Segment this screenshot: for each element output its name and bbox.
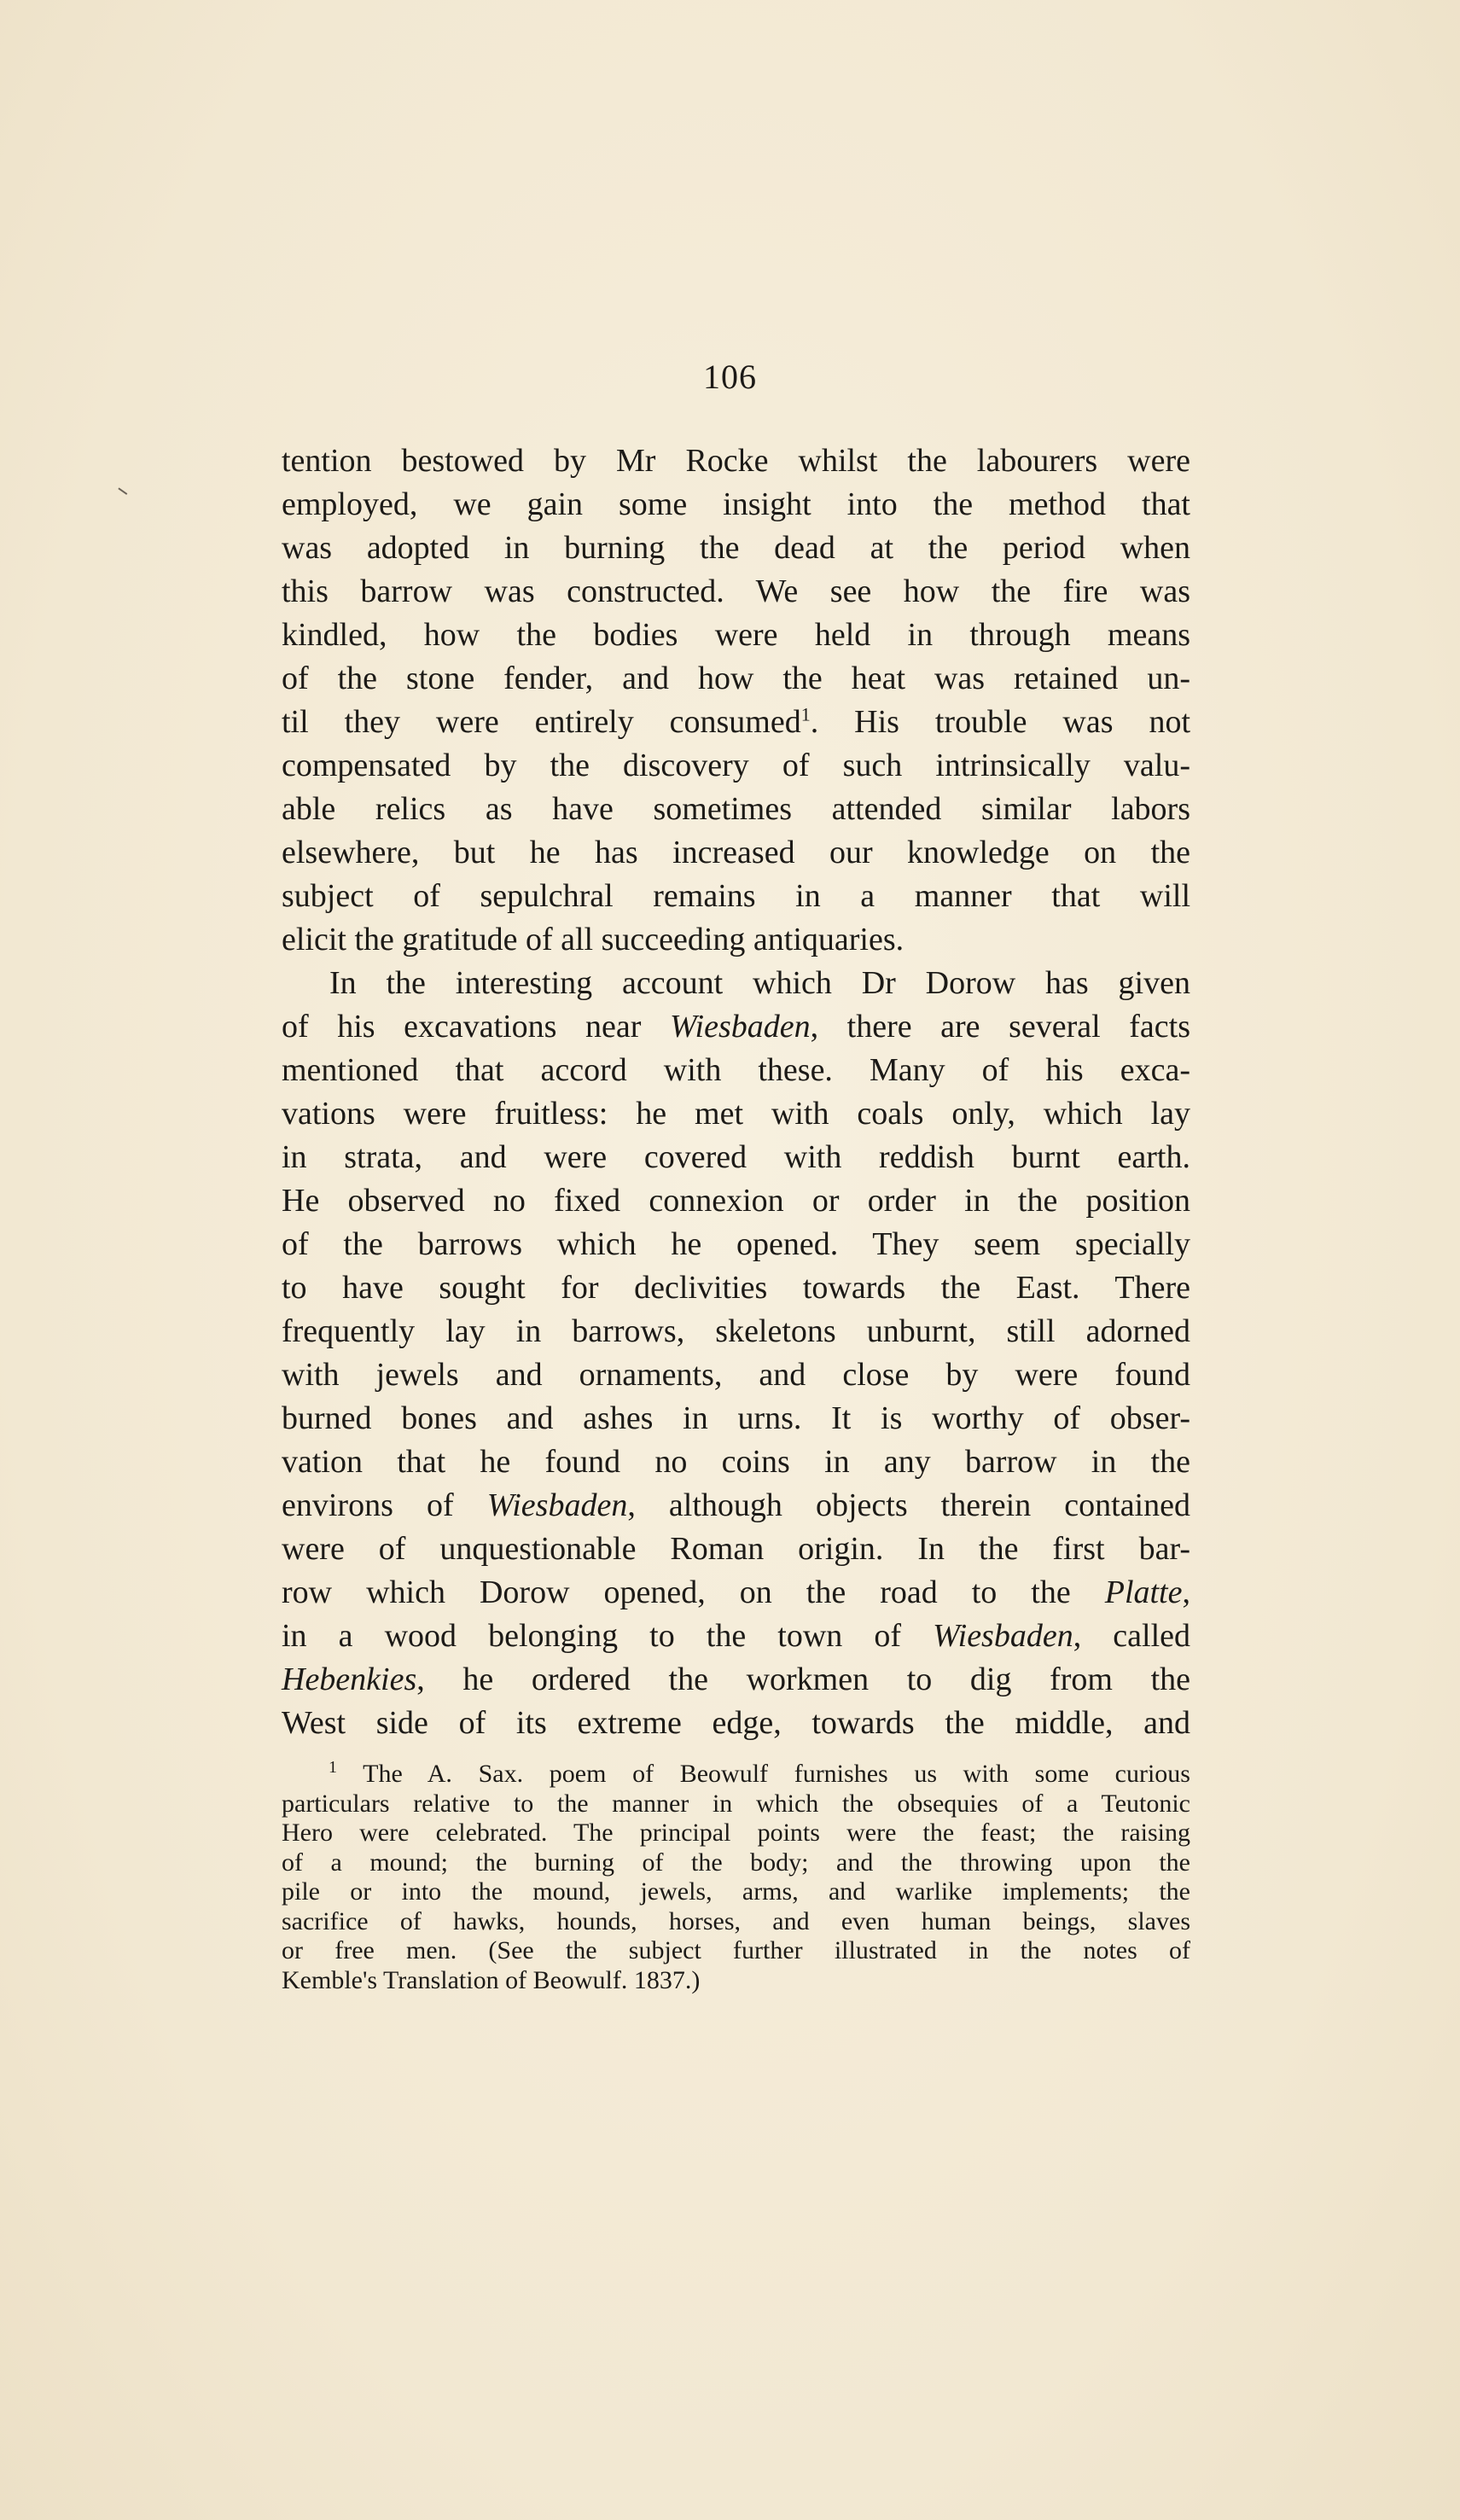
body-line: vation that he found no coins in any barrow in the bbox=[282, 1444, 1190, 1480]
body-line: to have sought for declivities towards the East. There bbox=[282, 1270, 1190, 1306]
body-line: He observed no fixed connexion or order in the position bbox=[282, 1183, 1190, 1219]
body-line: tention bestowed by Mr Rocke whilst the labourers were bbox=[282, 443, 1190, 479]
body-line: mentioned that accord with these. Many of his exca- bbox=[282, 1052, 1190, 1088]
body-line: til they were entirely consumed$^1$. His trouble was not bbox=[282, 703, 1190, 740]
footnote-line: sacrifice of hawks, hounds, horses, and even human beings, slaves bbox=[282, 1906, 1190, 1935]
stray-mark bbox=[116, 485, 128, 497]
footnote-marker: 1 bbox=[329, 1758, 337, 1777]
body-line: with jewels and ornaments, and close by were found bbox=[282, 1357, 1190, 1393]
page-number: 106 bbox=[703, 358, 757, 396]
body-line: frequently lay in barrows, skeletons unburnt, still adorned bbox=[282, 1313, 1190, 1349]
body-line: in a wood belonging to the town of Wiesbaden, called bbox=[282, 1618, 1191, 1654]
body-line: elicit the gratitude of all succeeding antiquaries. bbox=[282, 922, 905, 957]
body-line: able relics as have sometimes attended similar labors bbox=[282, 791, 1190, 827]
body-line: burned bones and ashes in urns. It is worthy of obser- bbox=[282, 1400, 1190, 1436]
body-text bbox=[282, 439, 1190, 1745]
body-line: Hebenkies, he ordered the workmen to dig from the bbox=[282, 1662, 1190, 1697]
footnote-line: of a mound; the burning of the body; and the throwing upon the bbox=[282, 1848, 1190, 1877]
body-line: West side of its extreme edge, towards the middle, and bbox=[282, 1705, 1190, 1741]
footnote-line: or free men. (See the subject further illustrated in the notes of bbox=[282, 1936, 1190, 1964]
body-line: In the interesting account which Dr Dorow has given bbox=[329, 965, 1190, 1001]
body-line: in strata, and were covered with reddish burnt earth. bbox=[282, 1139, 1190, 1175]
body-line: this barrow was constructed. We see how the fire was bbox=[282, 573, 1190, 609]
body-line: were of unquestionable Roman origin. In the first bar- bbox=[282, 1531, 1190, 1567]
body-line: vations were fruitless: he met with coals only, which lay bbox=[282, 1096, 1190, 1132]
footnote bbox=[282, 1760, 1190, 1995]
body-line: of the barrows which he opened. They seem specially bbox=[282, 1226, 1190, 1262]
body-line: elsewhere, but he has increased our knowledge on the bbox=[282, 835, 1190, 870]
body-line: was adopted in burning the dead at the period when bbox=[282, 530, 1190, 566]
body-line: kindled, how the bodies were held in through means bbox=[282, 617, 1190, 653]
body-line: employed, we gain some insight into the method that bbox=[282, 486, 1190, 522]
body-line: compensated by the discovery of such intrinsically valu- bbox=[282, 748, 1190, 783]
footnote-line: pile or into the mound, jewels, arms, and warlike implements; the bbox=[282, 1877, 1190, 1906]
body-line: of the stone fender, and how the heat was retained un- bbox=[282, 661, 1190, 696]
footnote-line bbox=[282, 1760, 1190, 1790]
footnote-line: particulars relative to the manner in which the obsequies of a Teutonic bbox=[282, 1789, 1190, 1818]
footnote-line: Kemble's Translation of Beowulf. 1837.) bbox=[282, 1965, 701, 1994]
body-line: of his excavations near Wiesbaden, there are several facts bbox=[282, 1009, 1190, 1045]
body-line: row which Dorow opened, on the road to the Platte, bbox=[282, 1574, 1190, 1610]
footnote-line-text: The A. Sax. poem of Beowulf furnishes us with some curious bbox=[363, 1760, 1190, 1788]
body-line: subject of sepulchral remains in a manner that will bbox=[282, 878, 1190, 914]
body-line: environs of Wiesbaden, although objects therein contained bbox=[282, 1487, 1190, 1523]
footnote-line: Hero were celebrated. The principal points were the feast; the raising bbox=[282, 1819, 1190, 1847]
